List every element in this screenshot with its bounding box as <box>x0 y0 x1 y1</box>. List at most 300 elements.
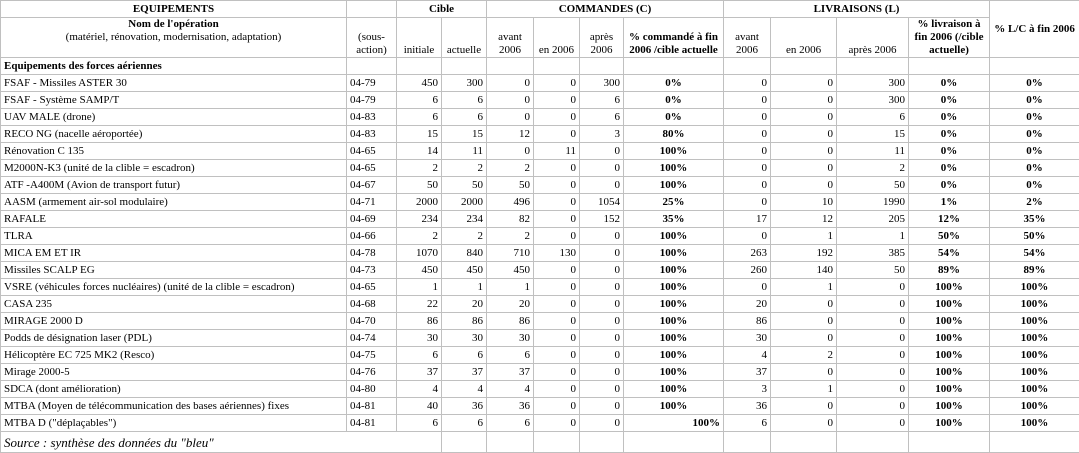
cell-pct-commande: 0% <box>624 92 724 109</box>
cell-name: Hélicoptère EC 725 MK2 (Resco) <box>1 347 347 364</box>
cell-pct-lc: 89% <box>990 262 1079 279</box>
cell-cmd-en: 0 <box>534 330 580 347</box>
cell-sous-action: 04-74 <box>347 330 397 347</box>
cell-pct-lc: 0% <box>990 75 1079 92</box>
cell-cible-actuelle: 37 <box>442 364 487 381</box>
cell-pct-livraison: 0% <box>909 92 990 109</box>
cell-sous-action: 04-69 <box>347 211 397 228</box>
cell-cmd-apres: 152 <box>580 211 624 228</box>
cell-cmd-avant: 6 <box>487 415 534 432</box>
cell-pct-commande: 100% <box>624 177 724 194</box>
cell-pct-lc: 100% <box>990 381 1079 398</box>
cell-cmd-avant: 2 <box>487 228 534 245</box>
cell-liv-avant: 263 <box>724 245 771 262</box>
cell-cmd-apres: 0 <box>580 160 624 177</box>
header-sous-action: (sous-action) <box>347 18 397 58</box>
cell-liv-en: 1 <box>771 279 837 296</box>
cell-liv-apres: 0 <box>837 398 909 415</box>
table-row <box>1 228 1079 245</box>
cell-name: MIRAGE 2000 D <box>1 313 347 330</box>
cell-cible-initiale: 40 <box>397 398 442 415</box>
cell-pct-lc: 100% <box>990 330 1079 347</box>
cell-name: RECO NG (nacelle aéroportée) <box>1 126 347 143</box>
cell-name: FSAF - Missiles ASTER 30 <box>1 75 347 92</box>
section-title: Equipements des forces aériennes <box>1 58 347 75</box>
cell-liv-apres: 0 <box>837 279 909 296</box>
header-cmd-en: en 2006 <box>534 18 580 58</box>
cell-name: Rénovation C 135 <box>1 143 347 160</box>
cell-liv-apres: 0 <box>837 381 909 398</box>
cell-pct-livraison: 0% <box>909 109 990 126</box>
cell-pct-commande: 100% <box>624 296 724 313</box>
cell-name: M2000N-K3 (unité de la clible = escadron) <box>1 160 347 177</box>
cell-cmd-apres: 6 <box>580 92 624 109</box>
cell-liv-avant: 4 <box>724 347 771 364</box>
cell-cible-initiale: 6 <box>397 415 442 432</box>
header-row-2 <box>1 18 1079 58</box>
cell-sous-action: 04-66 <box>347 228 397 245</box>
cell-pct-commande: 100% <box>624 381 724 398</box>
cell-name: Missiles SCALP EG <box>1 262 347 279</box>
cell-cmd-apres: 300 <box>580 75 624 92</box>
cell-sous-action: 04-65 <box>347 160 397 177</box>
cell-liv-avant: 36 <box>724 398 771 415</box>
cell-liv-avant: 30 <box>724 330 771 347</box>
cell-name: MICA EM ET IR <box>1 245 347 262</box>
header-equipements: EQUIPEMENTS <box>1 1 347 18</box>
cell-cible-actuelle: 300 <box>442 75 487 92</box>
cell-liv-apres: 50 <box>837 262 909 279</box>
header-cmd-apres: après 2006 <box>580 18 624 58</box>
cell-cmd-apres: 3 <box>580 126 624 143</box>
cell-cmd-en: 0 <box>534 381 580 398</box>
cell-cible-initiale: 14 <box>397 143 442 160</box>
cell-name: Podds de désignation laser (PDL) <box>1 330 347 347</box>
cell-cible-actuelle: 2 <box>442 228 487 245</box>
cell-cmd-apres: 0 <box>580 381 624 398</box>
cell-cmd-avant: 30 <box>487 330 534 347</box>
cell-cmd-apres: 0 <box>580 415 624 432</box>
cell-liv-apres: 0 <box>837 364 909 381</box>
cell-liv-apres: 0 <box>837 296 909 313</box>
cell-cible-initiale: 6 <box>397 347 442 364</box>
cell-cmd-apres: 0 <box>580 313 624 330</box>
cell-pct-livraison: 0% <box>909 160 990 177</box>
cell-pct-livraison: 0% <box>909 126 990 143</box>
cell-cmd-apres: 0 <box>580 143 624 160</box>
table-row <box>1 75 1079 92</box>
cell-liv-apres: 0 <box>837 347 909 364</box>
cell-pct-commande: 100% <box>624 143 724 160</box>
cell-liv-avant: 0 <box>724 92 771 109</box>
cell-pct-livraison: 100% <box>909 313 990 330</box>
cell-liv-apres: 50 <box>837 177 909 194</box>
cell-sous-action: 04-65 <box>347 279 397 296</box>
table-row <box>1 279 1079 296</box>
cell-pct-commande: 100% <box>624 398 724 415</box>
header-liv-apres: après 2006 <box>837 18 909 58</box>
cell-pct-lc: 100% <box>990 415 1079 432</box>
cell-cmd-avant: 20 <box>487 296 534 313</box>
header-livraisons: LIVRAISONS (L) <box>724 1 990 18</box>
cell-pct-livraison: 100% <box>909 415 990 432</box>
cell-name: CASA 235 <box>1 296 347 313</box>
cell-cmd-avant: 0 <box>487 109 534 126</box>
cell-cible-initiale: 86 <box>397 313 442 330</box>
cell-liv-en: 0 <box>771 160 837 177</box>
cell-cmd-apres: 0 <box>580 398 624 415</box>
cell-sous-action: 04-78 <box>347 245 397 262</box>
cell-cible-actuelle: 6 <box>442 109 487 126</box>
cell-pct-livraison: 100% <box>909 364 990 381</box>
cell-liv-en: 0 <box>771 92 837 109</box>
cell-liv-avant: 0 <box>724 228 771 245</box>
cell-cible-actuelle: 6 <box>442 347 487 364</box>
table-row <box>1 364 1079 381</box>
cell-sous-action: 04-79 <box>347 75 397 92</box>
cell-cmd-apres: 0 <box>580 347 624 364</box>
cell-pct-lc: 100% <box>990 313 1079 330</box>
cell-cmd-en: 0 <box>534 194 580 211</box>
cell-pct-lc: 2% <box>990 194 1079 211</box>
cell-cmd-avant: 710 <box>487 245 534 262</box>
cell-liv-en: 0 <box>771 415 837 432</box>
cell-cible-initiale: 450 <box>397 75 442 92</box>
cell-liv-en: 0 <box>771 75 837 92</box>
cell-pct-livraison: 0% <box>909 177 990 194</box>
cell-liv-avant: 0 <box>724 177 771 194</box>
section-row <box>1 58 1079 75</box>
cell-cmd-apres: 0 <box>580 279 624 296</box>
cell-pct-commande: 100% <box>624 160 724 177</box>
cell-cible-actuelle: 450 <box>442 262 487 279</box>
cell-sous-action: 04-76 <box>347 364 397 381</box>
cell-sous-action: 04-65 <box>347 143 397 160</box>
table-row <box>1 296 1079 313</box>
cell-sous-action: 04-83 <box>347 126 397 143</box>
cell-cible-initiale: 22 <box>397 296 442 313</box>
cell-pct-commande: 100% <box>624 245 724 262</box>
header-row-1 <box>1 1 1079 18</box>
table-row <box>1 313 1079 330</box>
cell-sous-action: 04-81 <box>347 415 397 432</box>
cell-name: SDCA (dont amélioration) <box>1 381 347 398</box>
table-row <box>1 109 1079 126</box>
cell-sous-action: 04-75 <box>347 347 397 364</box>
header-initiale: initiale <box>397 18 442 58</box>
cell-cmd-avant: 0 <box>487 143 534 160</box>
cell-cible-initiale: 6 <box>397 109 442 126</box>
cell-cible-actuelle: 50 <box>442 177 487 194</box>
cell-cible-actuelle: 2000 <box>442 194 487 211</box>
cell-liv-en: 2 <box>771 347 837 364</box>
cell-liv-avant: 17 <box>724 211 771 228</box>
header-liv-avant: avant 2006 <box>724 18 771 58</box>
cell-sous-action: 04-70 <box>347 313 397 330</box>
cell-liv-en: 140 <box>771 262 837 279</box>
cell-cmd-en: 0 <box>534 313 580 330</box>
cell-pct-commande: 100% <box>624 279 724 296</box>
cell-pct-livraison: 12% <box>909 211 990 228</box>
cell-liv-en: 0 <box>771 398 837 415</box>
cell-sous-action: 04-67 <box>347 177 397 194</box>
table-row <box>1 211 1079 228</box>
cell-pct-livraison: 0% <box>909 75 990 92</box>
cell-liv-avant: 0 <box>724 160 771 177</box>
cell-cmd-apres: 0 <box>580 228 624 245</box>
cell-liv-apres: 15 <box>837 126 909 143</box>
cell-liv-avant: 6 <box>724 415 771 432</box>
header-pct-lc: % L/C à fin 2006 <box>990 1 1079 58</box>
cell-sous-action: 04-83 <box>347 109 397 126</box>
cell-pct-commande: 100% <box>624 228 724 245</box>
cell-pct-livraison: 1% <box>909 194 990 211</box>
cell-cmd-avant: 6 <box>487 347 534 364</box>
cell-cmd-avant: 0 <box>487 75 534 92</box>
cell-cmd-apres: 0 <box>580 330 624 347</box>
cell-pct-commande: 100% <box>624 313 724 330</box>
cell-liv-apres: 6 <box>837 109 909 126</box>
cell-pct-commande: 100% <box>624 330 724 347</box>
cell-pct-livraison: 100% <box>909 347 990 364</box>
table-row <box>1 177 1079 194</box>
header-commandes: COMMANDES (C) <box>487 1 724 18</box>
cell-cmd-en: 0 <box>534 228 580 245</box>
cell-name: FSAF - Système SAMP/T <box>1 92 347 109</box>
cell-liv-en: 0 <box>771 177 837 194</box>
cell-cmd-apres: 6 <box>580 109 624 126</box>
cell-cmd-avant: 1 <box>487 279 534 296</box>
header-cmd-avant: avant 2006 <box>487 18 534 58</box>
cell-name: MTBA (Moyen de télécommunication des bases aériennes) fixes <box>1 398 347 415</box>
cell-cmd-en: 0 <box>534 296 580 313</box>
cell-cible-actuelle: 6 <box>442 415 487 432</box>
cell-name: UAV MALE (drone) <box>1 109 347 126</box>
cell-liv-en: 0 <box>771 143 837 160</box>
header-cible: Cible <box>397 1 487 18</box>
cell-liv-apres: 2 <box>837 160 909 177</box>
cell-cible-actuelle: 30 <box>442 330 487 347</box>
cell-cible-initiale: 15 <box>397 126 442 143</box>
header-nom-operation <box>1 18 347 58</box>
cell-pct-livraison: 89% <box>909 262 990 279</box>
header-nom-subtitle: (matériel, rénovation, modernisation, adaptation) <box>4 31 343 44</box>
cell-pct-livraison: 100% <box>909 398 990 415</box>
cell-cmd-avant: 450 <box>487 262 534 279</box>
cell-liv-apres: 205 <box>837 211 909 228</box>
header-pct-commande: % commandé à fin 2006 /cible actuelle <box>624 18 724 58</box>
cell-cible-actuelle: 4 <box>442 381 487 398</box>
cell-pct-livraison: 100% <box>909 279 990 296</box>
cell-name: ATF -A400M (Avion de transport futur) <box>1 177 347 194</box>
cell-sous-action: 04-68 <box>347 296 397 313</box>
header-blank <box>347 1 397 18</box>
cell-cible-actuelle: 1 <box>442 279 487 296</box>
cell-cible-initiale: 2000 <box>397 194 442 211</box>
table-row <box>1 160 1079 177</box>
cell-liv-en: 12 <box>771 211 837 228</box>
table-row <box>1 381 1079 398</box>
table-row <box>1 126 1079 143</box>
cell-cmd-en: 130 <box>534 245 580 262</box>
cell-liv-en: 0 <box>771 330 837 347</box>
table-row <box>1 92 1079 109</box>
cell-cible-initiale: 2 <box>397 228 442 245</box>
cell-cible-actuelle: 36 <box>442 398 487 415</box>
cell-liv-avant: 86 <box>724 313 771 330</box>
cell-liv-apres: 300 <box>837 92 909 109</box>
cell-cmd-avant: 50 <box>487 177 534 194</box>
cell-pct-livraison: 100% <box>909 330 990 347</box>
table-row <box>1 245 1079 262</box>
cell-cmd-en: 0 <box>534 126 580 143</box>
cell-pct-livraison: 50% <box>909 228 990 245</box>
cell-cible-actuelle: 15 <box>442 126 487 143</box>
cell-pct-lc: 0% <box>990 143 1079 160</box>
cell-liv-avant: 0 <box>724 75 771 92</box>
cell-pct-lc: 100% <box>990 398 1079 415</box>
cell-cmd-en: 0 <box>534 211 580 228</box>
table-row <box>1 143 1079 160</box>
cell-cmd-en: 0 <box>534 75 580 92</box>
cell-cible-initiale: 4 <box>397 381 442 398</box>
table-row <box>1 194 1079 211</box>
cell-cible-initiale: 50 <box>397 177 442 194</box>
cell-cible-initiale: 1 <box>397 279 442 296</box>
cell-liv-avant: 37 <box>724 364 771 381</box>
cell-name: VSRE (véhicules forces nucléaires) (unité de la clible = escadron) <box>1 279 347 296</box>
cell-cmd-en: 0 <box>534 347 580 364</box>
cell-name: MTBA D ("déplaçables") <box>1 415 347 432</box>
cell-pct-lc: 100% <box>990 364 1079 381</box>
cell-pct-commande: 80% <box>624 126 724 143</box>
cell-liv-avant: 0 <box>724 194 771 211</box>
cell-liv-en: 1 <box>771 381 837 398</box>
cell-cible-actuelle: 6 <box>442 92 487 109</box>
cell-liv-avant: 3 <box>724 381 771 398</box>
cell-pct-commande: 100% <box>624 347 724 364</box>
cell-cible-initiale: 2 <box>397 160 442 177</box>
cell-pct-livraison: 100% <box>909 296 990 313</box>
cell-cible-initiale: 37 <box>397 364 442 381</box>
cell-cmd-avant: 37 <box>487 364 534 381</box>
cell-liv-en: 192 <box>771 245 837 262</box>
cell-cmd-apres: 0 <box>580 364 624 381</box>
cell-pct-livraison: 54% <box>909 245 990 262</box>
header-actuelle: actuelle <box>442 18 487 58</box>
table-row <box>1 398 1079 415</box>
cell-liv-apres: 1990 <box>837 194 909 211</box>
cell-pct-lc: 100% <box>990 347 1079 364</box>
cell-liv-apres: 0 <box>837 313 909 330</box>
cell-cmd-en: 0 <box>534 160 580 177</box>
cell-pct-lc: 50% <box>990 228 1079 245</box>
cell-cmd-apres: 0 <box>580 177 624 194</box>
cell-pct-livraison: 0% <box>909 143 990 160</box>
table-row <box>1 415 1079 432</box>
cell-pct-lc: 100% <box>990 296 1079 313</box>
cell-pct-commande: 35% <box>624 211 724 228</box>
cell-cible-initiale: 1070 <box>397 245 442 262</box>
table-row <box>1 330 1079 347</box>
source-note: Source : synthèse des données du "bleu" <box>1 432 442 453</box>
cell-cible-actuelle: 86 <box>442 313 487 330</box>
cell-sous-action: 04-79 <box>347 92 397 109</box>
cell-pct-commande: 100% <box>624 262 724 279</box>
cell-liv-en: 10 <box>771 194 837 211</box>
cell-pct-commande: 0% <box>624 109 724 126</box>
cell-liv-apres: 385 <box>837 245 909 262</box>
cell-cmd-apres: 0 <box>580 296 624 313</box>
cell-cible-actuelle: 11 <box>442 143 487 160</box>
cell-cmd-en: 0 <box>534 364 580 381</box>
cell-liv-apres: 1 <box>837 228 909 245</box>
header-pct-livraison: % livraison à fin 2006 (/cible actuelle) <box>909 18 990 58</box>
cell-liv-apres: 0 <box>837 415 909 432</box>
cell-liv-en: 0 <box>771 126 837 143</box>
cell-cmd-avant: 82 <box>487 211 534 228</box>
cell-liv-en: 0 <box>771 313 837 330</box>
cell-cmd-avant: 86 <box>487 313 534 330</box>
cell-liv-avant: 0 <box>724 126 771 143</box>
cell-cmd-avant: 496 <box>487 194 534 211</box>
cell-pct-commande: 100% <box>624 364 724 381</box>
cell-pct-lc: 100% <box>990 279 1079 296</box>
cell-cmd-en: 0 <box>534 109 580 126</box>
cell-pct-lc: 0% <box>990 109 1079 126</box>
cell-cmd-en: 0 <box>534 279 580 296</box>
cell-pct-lc: 54% <box>990 245 1079 262</box>
header-liv-en: en 2006 <box>771 18 837 58</box>
cell-cmd-en: 0 <box>534 398 580 415</box>
cell-sous-action: 04-81 <box>347 398 397 415</box>
cell-cmd-apres: 0 <box>580 262 624 279</box>
cell-cmd-avant: 36 <box>487 398 534 415</box>
cell-name: AASM (armement air-sol modulaire) <box>1 194 347 211</box>
cell-cmd-en: 11 <box>534 143 580 160</box>
cell-pct-commande: 25% <box>624 194 724 211</box>
cell-pct-lc: 0% <box>990 92 1079 109</box>
cell-sous-action: 04-71 <box>347 194 397 211</box>
cell-cmd-avant: 4 <box>487 381 534 398</box>
cell-cmd-en: 0 <box>534 92 580 109</box>
cell-cmd-apres: 0 <box>580 245 624 262</box>
cell-liv-avant: 260 <box>724 262 771 279</box>
cell-pct-lc: 0% <box>990 126 1079 143</box>
cell-pct-commande: 0% <box>624 75 724 92</box>
cell-pct-livraison: 100% <box>909 381 990 398</box>
cell-liv-en: 1 <box>771 228 837 245</box>
cell-sous-action: 04-73 <box>347 262 397 279</box>
cell-pct-lc: 35% <box>990 211 1079 228</box>
cell-liv-apres: 11 <box>837 143 909 160</box>
table-row <box>1 347 1079 364</box>
cell-cible-initiale: 30 <box>397 330 442 347</box>
cell-cible-initiale: 450 <box>397 262 442 279</box>
cell-cible-initiale: 234 <box>397 211 442 228</box>
cell-cmd-avant: 2 <box>487 160 534 177</box>
table-body <box>1 75 1079 432</box>
cell-liv-apres: 300 <box>837 75 909 92</box>
cell-sous-action: 04-80 <box>347 381 397 398</box>
cell-cmd-en: 0 <box>534 177 580 194</box>
table-row <box>1 262 1079 279</box>
cell-cmd-avant: 12 <box>487 126 534 143</box>
cell-pct-lc: 0% <box>990 177 1079 194</box>
cell-cible-actuelle: 840 <box>442 245 487 262</box>
cell-cmd-en: 0 <box>534 415 580 432</box>
cell-liv-apres: 0 <box>837 330 909 347</box>
